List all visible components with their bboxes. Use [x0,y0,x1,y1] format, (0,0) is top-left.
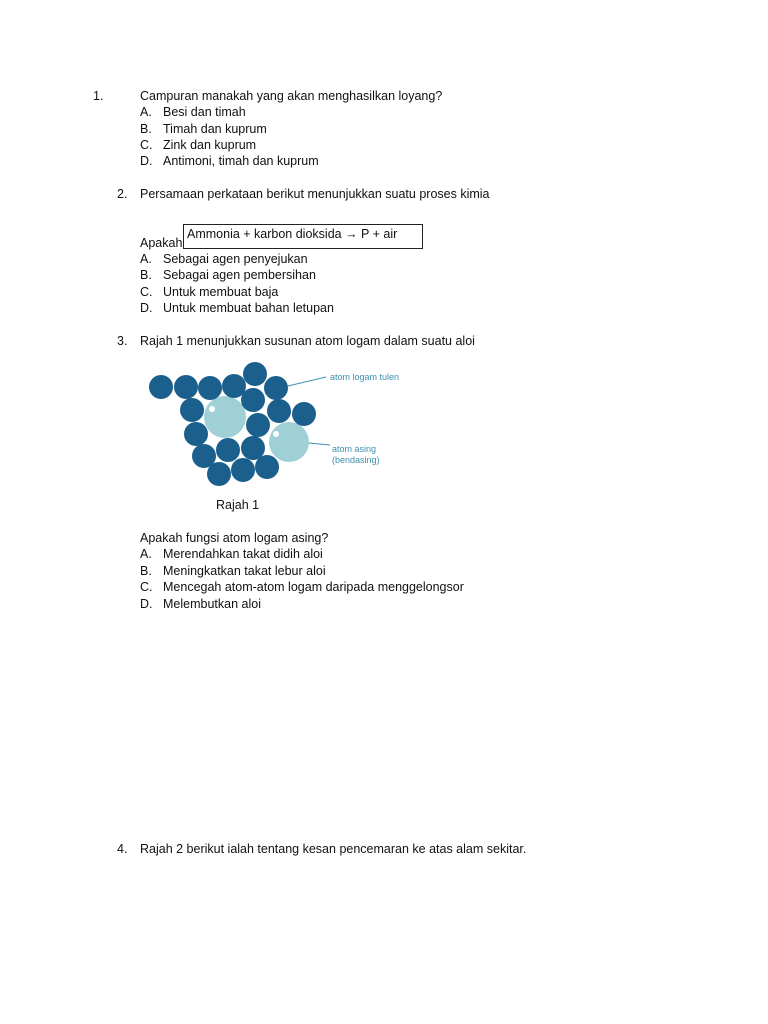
pure-atom [255,455,279,479]
option-letter: D. [140,154,153,168]
option-text: Melembutkan aloi [163,597,261,611]
leader-line [309,443,330,445]
option-letter: C. [140,138,153,152]
atom-highlight [273,431,279,437]
option-letter: B. [140,122,152,136]
figure-caption: Rajah 1 [216,498,260,512]
option-text: Untuk membuat baja [163,285,279,299]
option-letter: D. [140,597,153,611]
question-prompt: Apakah [140,236,183,250]
question-stem: Persamaan perkataan berikut menunjukkan suatu proses kimia [140,187,490,201]
label-foreign-atom-sub: (bendasing) [332,455,380,465]
label-pure-atom: atom logam tulen [330,372,400,382]
pure-atom [174,375,198,399]
pure-atom [241,388,265,412]
option-letter: B. [140,268,152,282]
option-text: Merendahkan takat didih aloi [163,547,323,561]
question-number: 2. [117,187,128,201]
question-number: 1. [93,89,104,103]
pure-atom [292,402,316,426]
equation-text: Ammonia + karbon dioksida → P + air [187,227,398,241]
label-foreign-atom: atom asing [332,444,377,454]
foreign-atom [204,396,246,438]
pure-atom [149,375,173,399]
option-text: Sebagai agen penyejukan [163,252,308,266]
pure-atom [267,399,291,423]
option-text: Meningkatkan takat lebur aloi [163,564,326,578]
option-text: Besi dan timah [163,105,246,119]
option-letter: C. [140,580,153,594]
question-number: 3. [117,334,128,348]
option-text: Antimoni, timah dan kuprum [163,154,319,168]
leader-line [288,377,326,386]
option-letter: A. [140,252,152,266]
question-stem: Rajah 2 berikut ialah tentang kesan pencemaran ke atas alam sekitar. [140,842,527,856]
pure-atom [264,376,288,400]
option-letter: D. [140,301,153,315]
question-number: 4. [117,842,128,856]
atom-highlight [209,406,215,412]
pure-atom [184,422,208,446]
option-letter: B. [140,564,152,578]
question-stem: Campuran manakah yang akan menghasilkan loyang? [140,89,443,103]
foreign-atom [269,422,309,462]
pure-atom [243,362,267,386]
option-text: Mencegah atom-atom logam daripada menggelongsor [163,580,464,594]
option-letter: C. [140,285,153,299]
pure-atom [246,413,270,437]
option-text: Timah dan kuprum [163,122,267,136]
option-text: Untuk membuat bahan letupan [163,301,334,315]
alloy-atom-diagram [140,360,420,490]
option-text: Zink dan kuprum [163,138,257,152]
pure-atom [216,438,240,462]
question-prompt: Apakah fungsi atom logam asing? [140,531,329,545]
pure-atom [180,398,204,422]
option-text: Sebagai agen pembersihan [163,268,316,282]
pure-atom [231,458,255,482]
question-stem: Rajah 1 menunjukkan susunan atom logam dalam suatu aloi [140,334,475,348]
equation-box [183,224,423,249]
pure-atom [207,462,231,486]
option-letter: A. [140,105,152,119]
option-letter: A. [140,547,152,561]
pure-atom [198,376,222,400]
